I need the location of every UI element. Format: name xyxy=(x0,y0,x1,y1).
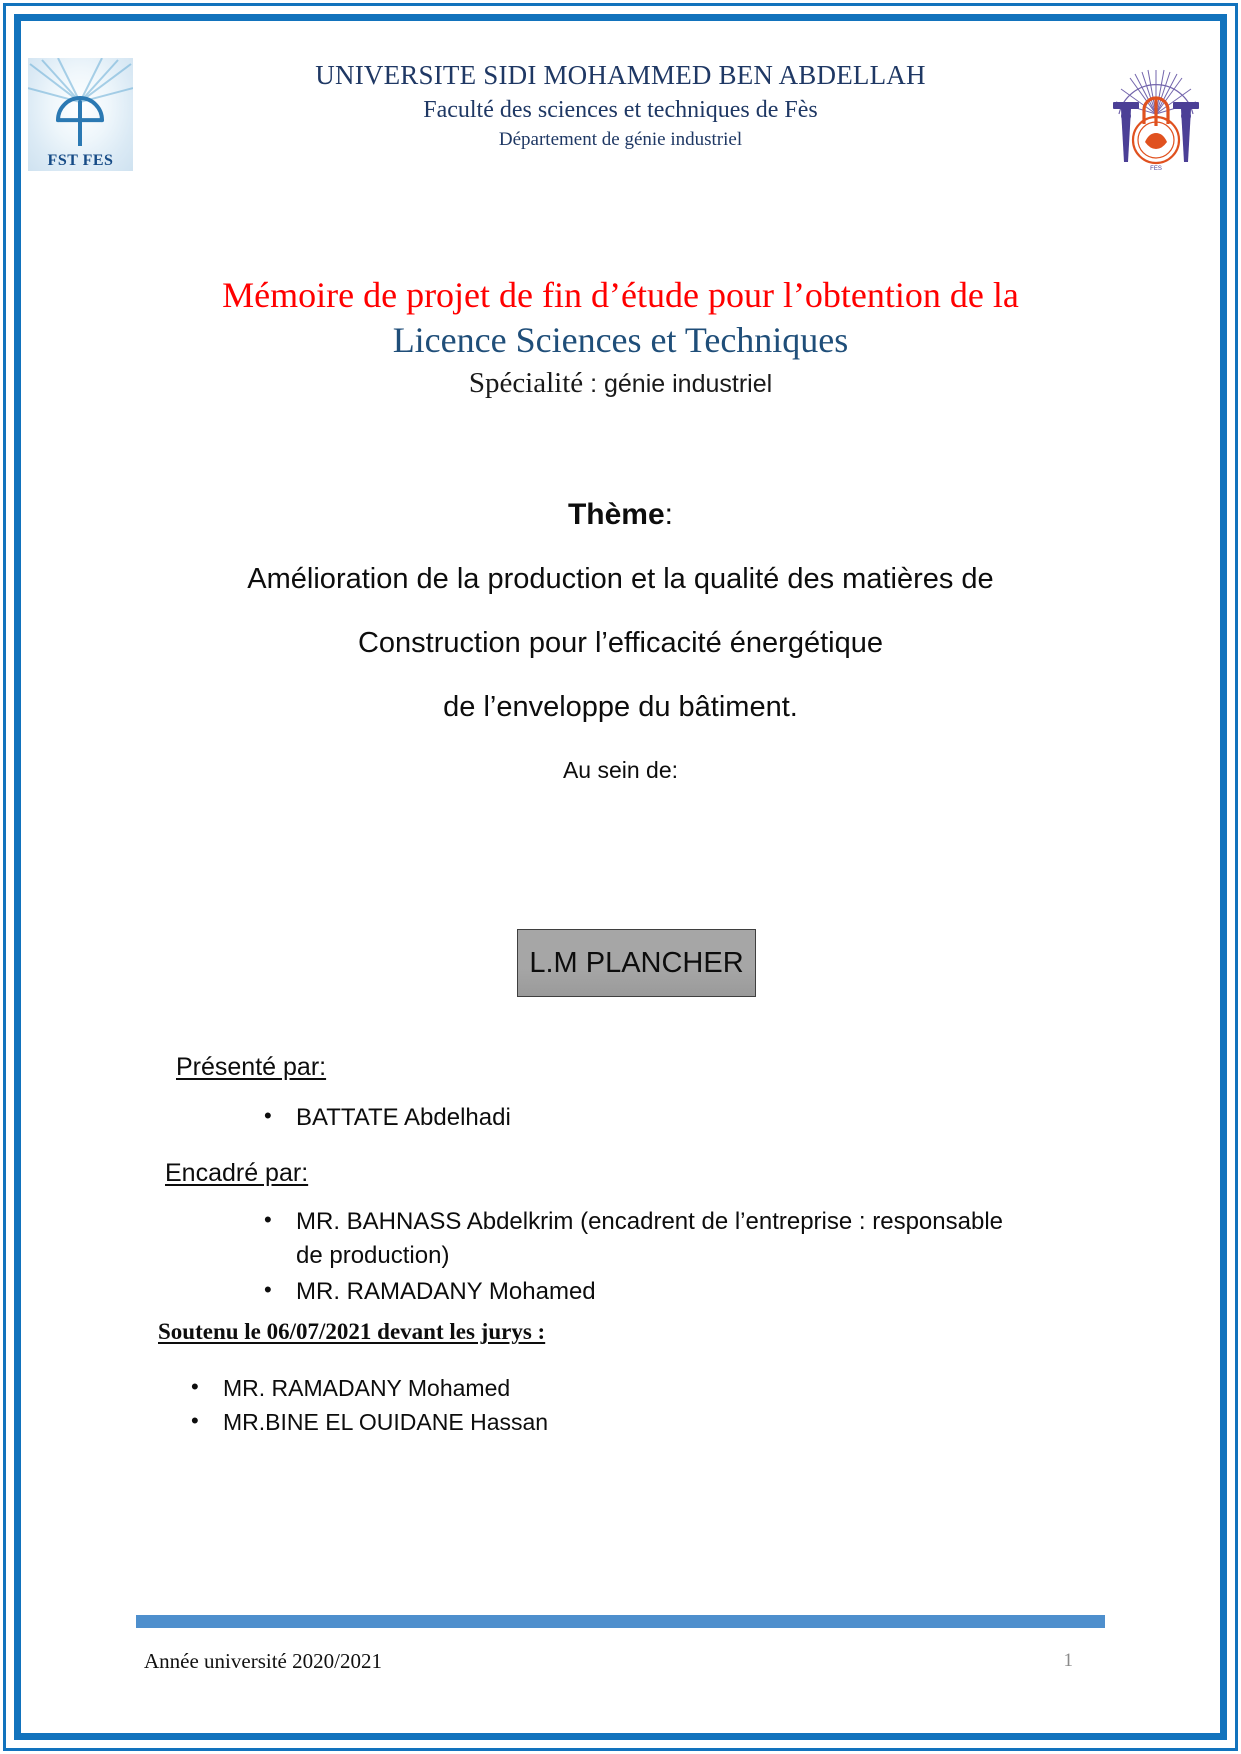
thesis-title-line2: Licence Sciences et Techniques xyxy=(392,320,849,360)
list-item: • MR.BINE EL OUIDANE Hassan xyxy=(191,1407,548,1439)
theme-line-1: Amélioration de la production et la qualité des matières de xyxy=(247,563,994,595)
page-content xyxy=(28,28,1213,1726)
speciality-value: : génie industriel xyxy=(583,370,773,398)
faculty-name: Faculté des sciences et techniques de Fès xyxy=(423,97,818,123)
theme-label-colon: : xyxy=(664,498,674,531)
presented-by-heading: Présenté par: xyxy=(176,1053,327,1081)
svg-text:FES: FES xyxy=(1150,166,1162,172)
supervised-by-heading: Encadré par: xyxy=(165,1159,309,1187)
footer-divider-bar xyxy=(136,1615,1105,1628)
theme-block xyxy=(98,498,1143,784)
theme-line-3: de l’enveloppe du bâtiment. xyxy=(443,691,798,723)
fst-logo-label: FST FES xyxy=(47,152,114,169)
theme-label xyxy=(98,498,1143,532)
speciality-label: Spécialité xyxy=(468,367,584,399)
list-item: • MR. RAMADANY Mohamed xyxy=(264,1275,1024,1309)
speciality-line xyxy=(88,365,1153,403)
list-item: • MR. BAHNASS Abdelkrim (encadrent de l’entreprise : responsable de production) xyxy=(264,1205,1024,1273)
footer-academic-year: Année université 2020/2021 xyxy=(144,1649,382,1673)
usmba-seal-graphic xyxy=(1101,52,1211,174)
thesis-title-block xyxy=(88,273,1153,403)
footer-page-number: 1 xyxy=(1063,1650,1073,1671)
theme-label-text: Thème xyxy=(567,498,665,531)
fst-fes-logo-icon xyxy=(28,58,133,171)
list-item: • MR. RAMADANY Mohamed xyxy=(191,1373,548,1405)
theme-line-2: Construction pour l’efficacité énergétique xyxy=(357,627,883,659)
fst-logo-graphic xyxy=(28,58,133,146)
usmba-seal-icon xyxy=(1101,52,1211,174)
jury-list xyxy=(191,1373,548,1440)
supervised-by-list xyxy=(264,1205,1024,1311)
header-titles xyxy=(178,60,1063,151)
document-header xyxy=(28,42,1213,182)
thesis-title-line1: Mémoire de projet de fin d’étude pour l’obtention de la xyxy=(222,275,1019,315)
university-name: UNIVERSITE SIDI MOHAMMED BEN ABDELLAH xyxy=(315,60,926,90)
presented-by-list xyxy=(264,1101,511,1137)
jury-heading: Soutenu le 06/07/2021 devant les jurys : xyxy=(158,1319,546,1344)
list-item: • BATTATE Abdelhadi xyxy=(264,1101,511,1135)
host-company-label: Au sein de: xyxy=(562,757,679,783)
host-company-box: L.M PLANCHER xyxy=(517,929,756,997)
department-name: Département de génie industriel xyxy=(498,129,743,150)
